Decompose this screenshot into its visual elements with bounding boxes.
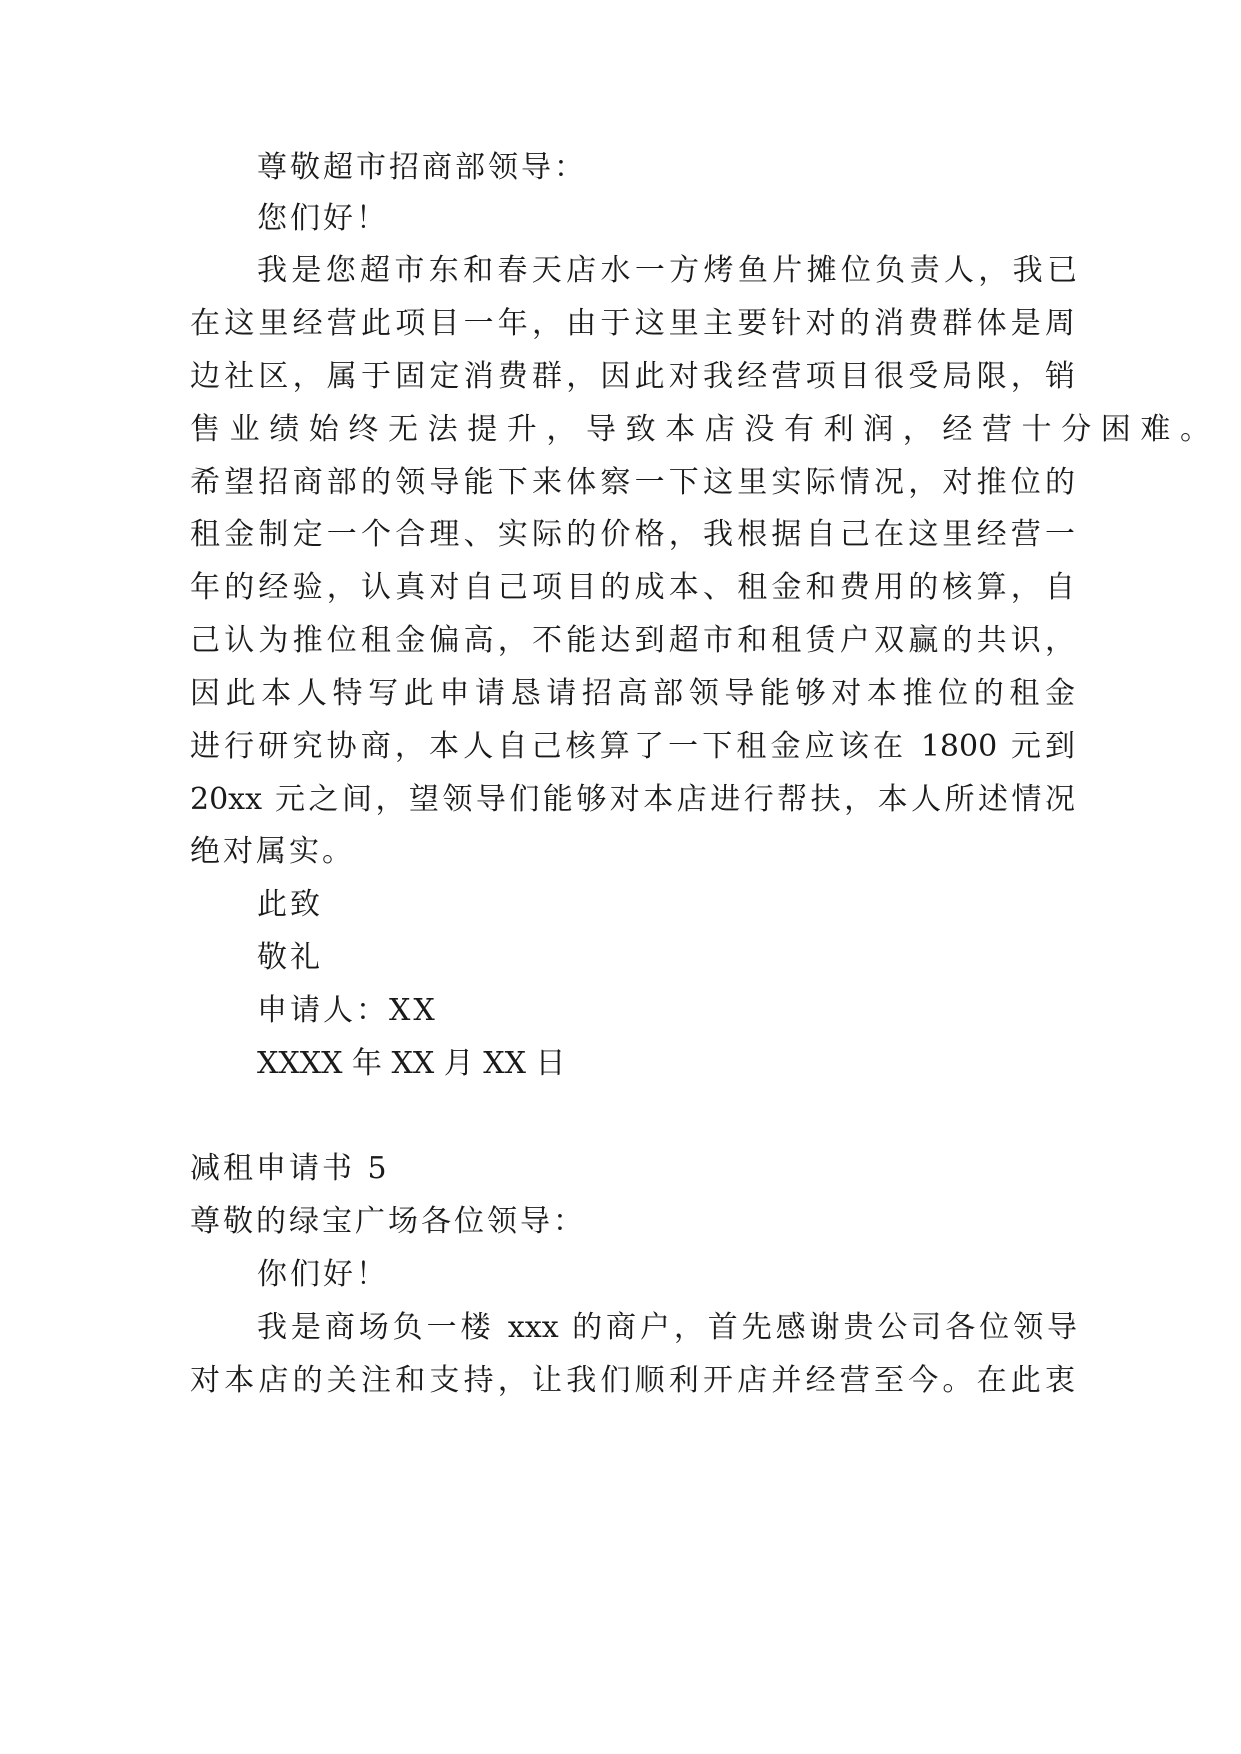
closing-line: 此致 xyxy=(257,887,323,922)
section-title: 减租申请书 5 xyxy=(190,1151,390,1186)
body-line: 对本店的关注和支持，让我们顺利开店并经营至今。在此衷 xyxy=(190,1363,1075,1398)
body-line: 我是商场负一楼 xxx 的商户，首先感谢贵公司各位领导 xyxy=(257,1310,1077,1345)
body-line: 在这里经营此项目一年，由于这里主要针对的消费群体是周 xyxy=(190,306,1075,341)
date-line: XXXX 年 XX 月 XX 日 xyxy=(257,1046,566,1081)
body-line: 绝对属实。 xyxy=(190,834,355,869)
body-line: 20xx 元之间，望领导们能够对本店进行帮扶，本人所述情况 xyxy=(190,782,1075,817)
body-line: 售业绩始终无法提升，导致本店没有利润，经营十分困难。 xyxy=(190,412,1210,447)
body-line: 进行研究协商，本人自己核算了一下租金应该在 1800 元到 xyxy=(190,729,1075,764)
applicant-line: 申请人：XX xyxy=(257,993,438,1028)
body-line: 希望招商部的领导能下来体察一下这里实际情况，对推位的 xyxy=(190,465,1075,500)
body-line: 因此本人特写此申请恳请招高部领导能够对本推位的租金 xyxy=(190,676,1075,711)
salutation: 尊敬超市招商部领导： xyxy=(257,150,587,185)
body-line: 租金制定一个合理、实际的价格，我根据自己在这里经营一 xyxy=(190,517,1075,552)
body-line: 年的经验，认真对自己项目的成本、租金和费用的核算，自 xyxy=(190,570,1075,605)
greeting: 您们好！ xyxy=(257,201,389,236)
greeting: 你们好！ xyxy=(257,1257,389,1292)
closing-line: 敬礼 xyxy=(257,940,323,975)
body-line: 己认为推位租金偏高，不能达到超市和租赁户双赢的共识， xyxy=(190,623,1075,658)
body-line: 我是您超市东和春天店水一方烤鱼片摊位负责人，我已 xyxy=(257,253,1077,288)
salutation: 尊敬的绿宝广场各位领导： xyxy=(190,1204,586,1239)
body-line: 边社区，属于固定消费群，因此对我经营项目很受局限，销 xyxy=(190,359,1075,394)
